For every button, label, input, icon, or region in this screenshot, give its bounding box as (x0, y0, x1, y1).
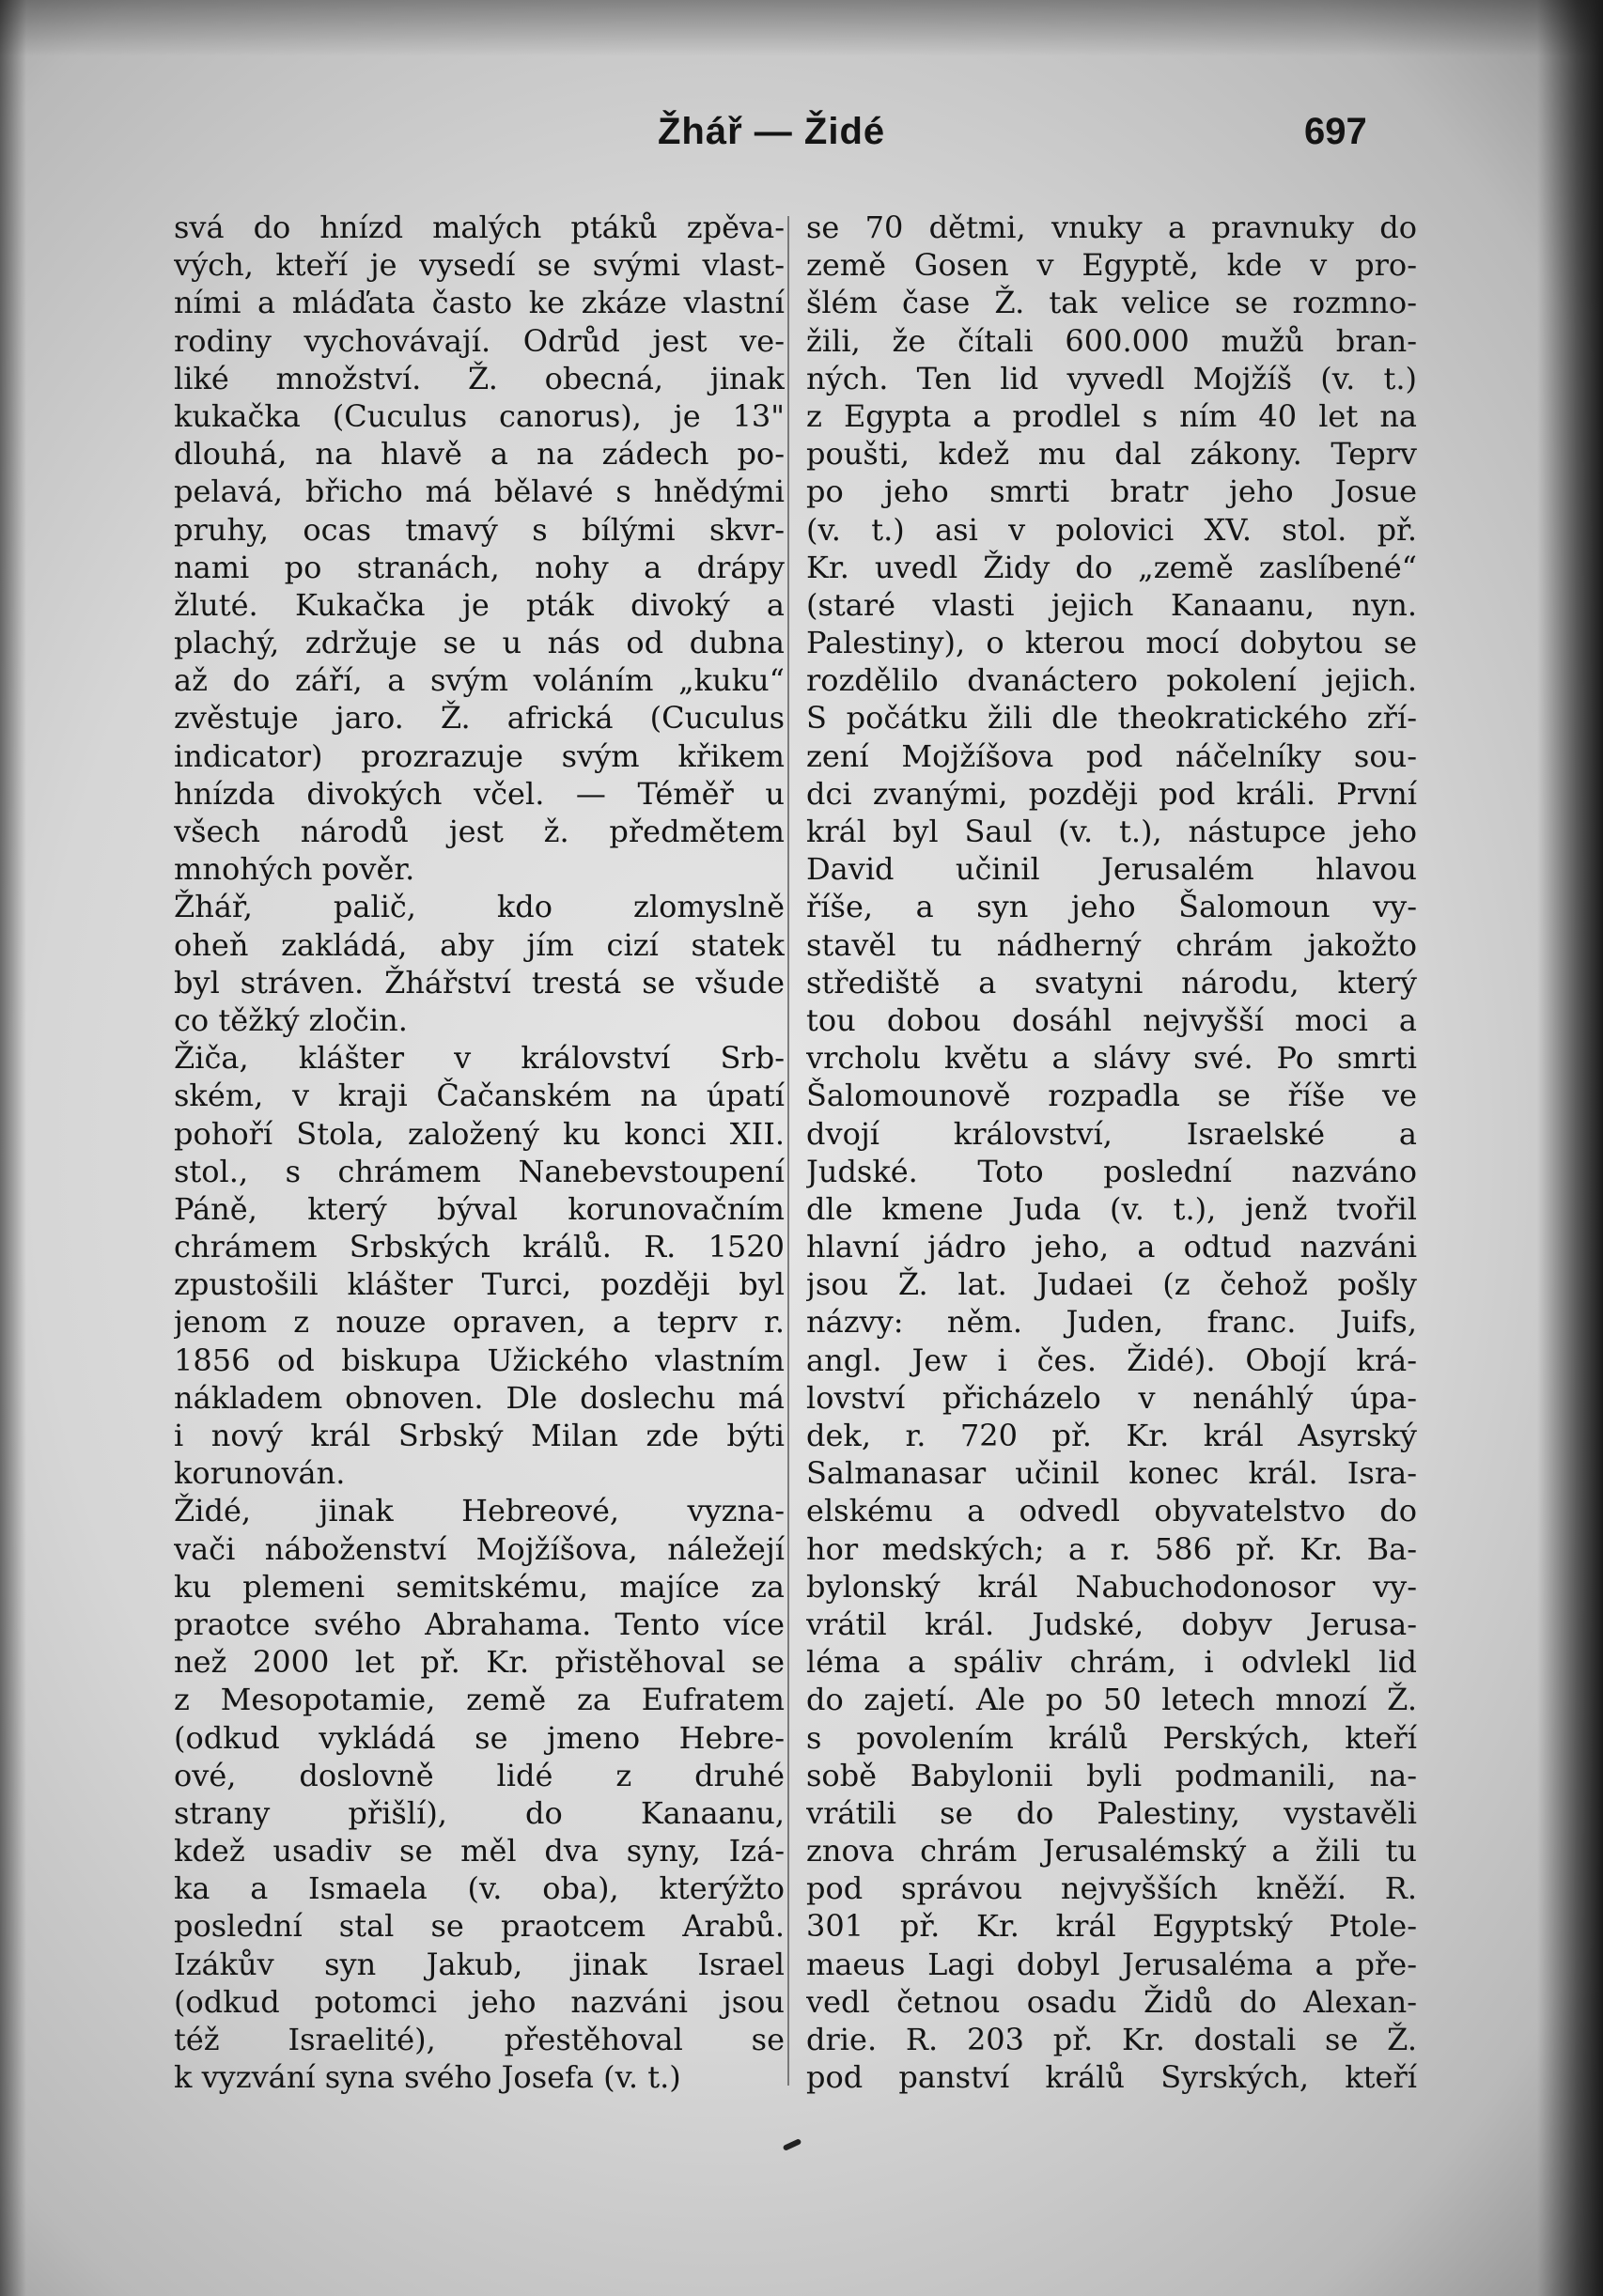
page-number: 697 (1304, 111, 1367, 152)
text-line: Salmanasar učinil konec král. Isra- (806, 1455, 1417, 1492)
text-line: 1856 od biskupa Užického vlastním (174, 1342, 785, 1378)
text-line: jenom z nouze opraven, a teprv r. (174, 1304, 785, 1341)
text-line: Žhář, palič, kdo zlomyslně (174, 889, 785, 925)
text-line: nákladem obnoven. Dle doslechu má (174, 1379, 785, 1416)
text-line: poslední stal se praotcem Arabů. (174, 1908, 785, 1945)
text-line: dci zvanými, později pod králi. První (806, 775, 1417, 812)
text-line: (odkud vykládá se jmeno Hebre- (174, 1719, 785, 1756)
text-line: stol., s chrámem Nanebevstoupení (174, 1153, 785, 1189)
text-line: maeus Lagi dobyl Jerusaléma a pře- (806, 1946, 1417, 1982)
text-line: hlavní jádro jeho, a odtud nazváni (806, 1229, 1417, 1265)
text-line: pruhy, ocas tmavý s bílými skvr- (174, 511, 785, 548)
text-line: rodiny vychovávají. Odrůd jest ve- (174, 322, 785, 359)
text-line: drie. R. 203 př. Kr. dostali se Ž. (806, 2022, 1417, 2057)
text-line: též Israelité), přestěhoval se (174, 2022, 785, 2057)
text-line: mnohých pověr. (174, 851, 415, 888)
text-line: se 70 dětmi, vnuky a pravnuky do (806, 209, 1417, 245)
ink-mark (783, 2138, 802, 2151)
text-line: žluté. Kukačka je pták divoký a (174, 586, 785, 623)
column-divider (787, 216, 789, 2086)
text-line: k vyzvání syna svého Josefa (v. t.) (174, 2059, 681, 2096)
text-line: korunován. (174, 1455, 346, 1492)
scan-shadow-left (0, 0, 26, 2296)
text-line: zpustošili klášter Turci, později byl (174, 1266, 785, 1303)
text-line: (staré vlasti jejich Kanaanu, nyn. (806, 586, 1417, 623)
text-line: ském, v kraji Čačanském na úpatí (174, 1078, 785, 1114)
text-line: svá do hnízd malých ptáků zpěva- (174, 209, 785, 245)
text-line: léma a spáliv chrám, i odvlekl lid (806, 1644, 1417, 1681)
text-line: oheň zakládá, aby jím cizí statek (174, 926, 785, 963)
text-line: z Mesopotamie, země za Eufratem (174, 1682, 785, 1718)
text-line: z Egypta a prodlel s ním 40 let na (806, 397, 1417, 434)
text-line: zvěstuje jaro. Ž. africká (Cuculus (174, 700, 785, 737)
text-line: zení Mojžíšova pod náčelníky sou- (806, 737, 1417, 774)
text-line: říše, a syn jeho Šalomoun vy- (806, 889, 1417, 925)
text-line: vedl četnou osadu Židů do Alexan- (806, 1983, 1417, 2020)
left-column (174, 209, 785, 2096)
text-line: tou dobou dosáhl nejvyšší moci a (806, 1001, 1417, 1038)
text-line: 301 př. Kr. král Egyptský Ptole- (806, 1908, 1417, 1945)
text-line: co těžký zločin. (174, 1001, 408, 1038)
text-line: vrátili se do Palestiny, vystavěli (806, 1794, 1417, 1831)
text-line: ných. Ten lid vyvedl Mojžíš (v. t.) (806, 360, 1417, 396)
text-line: Judské. Toto poslední nazváno (806, 1153, 1417, 1189)
text-line: sobě Babylonii byli podmanili, na- (806, 1757, 1417, 1793)
text-line: do zajetí. Ale po 50 letech mnozí Ž. (806, 1682, 1417, 1718)
text-line: dek, r. 720 př. Kr. král Asyrský (806, 1418, 1417, 1453)
text-line: vrátil král. Judské, dobyv Jerusa- (806, 1606, 1417, 1642)
text-line: Izákův syn Jakub, jinak Israel (174, 1946, 785, 1982)
text-line: Kr. uvedl Židy do „země zaslíbené“ (806, 549, 1417, 585)
text-line: kdež usadiv se měl dva syny, Izá- (174, 1833, 785, 1869)
text-line: Šalomounově rozpadla se říše ve (806, 1078, 1417, 1114)
scan-shadow-right (1537, 0, 1603, 2296)
text-line: indicator) prozrazuje svým křikem (174, 737, 785, 774)
text-line: střediště a svatyni národu, který (806, 964, 1417, 1001)
text-line: jsou Ž. lat. Judaei (z čehož pošly (806, 1266, 1417, 1303)
text-line: lovství přicházelo v nenáhlý úpa- (806, 1379, 1417, 1416)
text-line: byl stráven. Žhářství trestá se všude (174, 964, 785, 1001)
text-line: plachý, zdržuje se u nás od dubna (174, 625, 785, 661)
page-header (0, 111, 1603, 167)
text-line: elskému a odvedl obyvatelstvo do (806, 1493, 1417, 1529)
text-line: pelavá, břicho má bělavé s hnědými (174, 473, 785, 510)
text-line: všech národů jest ž. předmětem (174, 814, 785, 849)
text-line: vači náboženství Mojžíšova, náležejí (174, 1530, 785, 1567)
text-line: strany přišlí), do Kanaanu, (174, 1794, 785, 1831)
text-line: poušti, kdež mu dal zákony. Teprv (806, 436, 1417, 473)
text-line: angl. Jew i čes. Židé). Obojí krá- (806, 1342, 1417, 1378)
text-line: (v. t.) asi v polovici XV. stol. př. (806, 511, 1417, 548)
text-line: liké množství. Ž. obecná, jinak (174, 360, 785, 396)
text-line: ními a mláďata často ke zkáze vlastní (174, 285, 785, 321)
text-line: nami po stranách, nohy a drápy (174, 549, 785, 585)
text-line: ku plemeni semitskému, majíce za (174, 1568, 785, 1605)
text-line: praotce svého Abrahama. Tento více (174, 1606, 785, 1642)
text-line: názvy: něm. Juden, franc. Juifs, (806, 1304, 1417, 1341)
right-column (806, 209, 1417, 2096)
text-line: znova chrám Jerusalémský a žili tu (806, 1833, 1417, 1869)
text-line: po jeho smrti bratr jeho Josue (806, 473, 1417, 510)
text-line: pod panství králů Syrských, kteří (806, 2059, 1417, 2096)
text-line: i nový král Srbský Milan zde býti (174, 1418, 785, 1453)
text-line: S počátku žili dle theokratického zří- (806, 700, 1417, 737)
text-line: dle kmene Juda (v. t.), jenž tvořil (806, 1190, 1417, 1227)
text-line: ové, doslovně lidé z druhé (174, 1757, 785, 1793)
text-line: Palestiny), o kterou mocí dobytou se (806, 625, 1417, 661)
text-line: šlém čase Ž. tak velice se rozmno- (806, 285, 1417, 321)
scan-shadow-top (0, 0, 1603, 56)
text-line: země Gosen v Egyptě, kde v pro- (806, 247, 1417, 284)
text-line: David učinil Jerusalém hlavou (806, 851, 1417, 888)
text-line: stavěl tu nádherný chrám jakožto (806, 926, 1417, 963)
text-line: dlouhá, na hlavě a na zádech po- (174, 436, 785, 473)
text-line: Žiča, klášter v království Srb- (174, 1040, 785, 1077)
text-line: až do září, a svým voláním „kuku“ (174, 662, 785, 699)
text-line: hor medských; a r. 586 př. Kr. Ba- (806, 1530, 1417, 1567)
text-line: bylonský král Nabuchodonosor vy- (806, 1568, 1417, 1605)
text-line: ka a Ismaela (v. oba), kterýžto (174, 1870, 785, 1907)
text-line: král byl Saul (v. t.), nástupce jeho (806, 814, 1417, 849)
running-head: Žhář — Židé (658, 111, 886, 152)
text-line: hnízda divokých včel. — Téměř u (174, 775, 785, 812)
text-line: (odkud potomci jeho nazváni jsou (174, 1983, 785, 2020)
text-line: pohoří Stola, založený ku konci XII. (174, 1115, 785, 1152)
text-line: vých, kteří je vysedí se svými vlast- (174, 247, 785, 284)
text-line: Páně, který býval korunovačním (174, 1190, 785, 1227)
text-line: chrámem Srbských králů. R. 1520 (174, 1229, 785, 1265)
text-line: rozdělilo dvanáctero pokolení jejich. (806, 662, 1417, 699)
text-line: kukačka (Cuculus canorus), je 13" (174, 397, 785, 434)
text-line: dvojí království, Israelské a (806, 1115, 1417, 1152)
text-line: žili, že čítali 600.000 mužů bran- (806, 322, 1417, 359)
text-line: pod správou nejvyšších kněží. R. (806, 1870, 1417, 1907)
text-line: než 2000 let př. Kr. přistěhoval se (174, 1644, 785, 1681)
text-line: Židé, jinak Hebreové, vyzna- (174, 1493, 785, 1529)
text-line: s povolením králů Perských, kteří (806, 1719, 1417, 1756)
text-line: vrcholu květu a slávy své. Po smrti (806, 1040, 1417, 1077)
